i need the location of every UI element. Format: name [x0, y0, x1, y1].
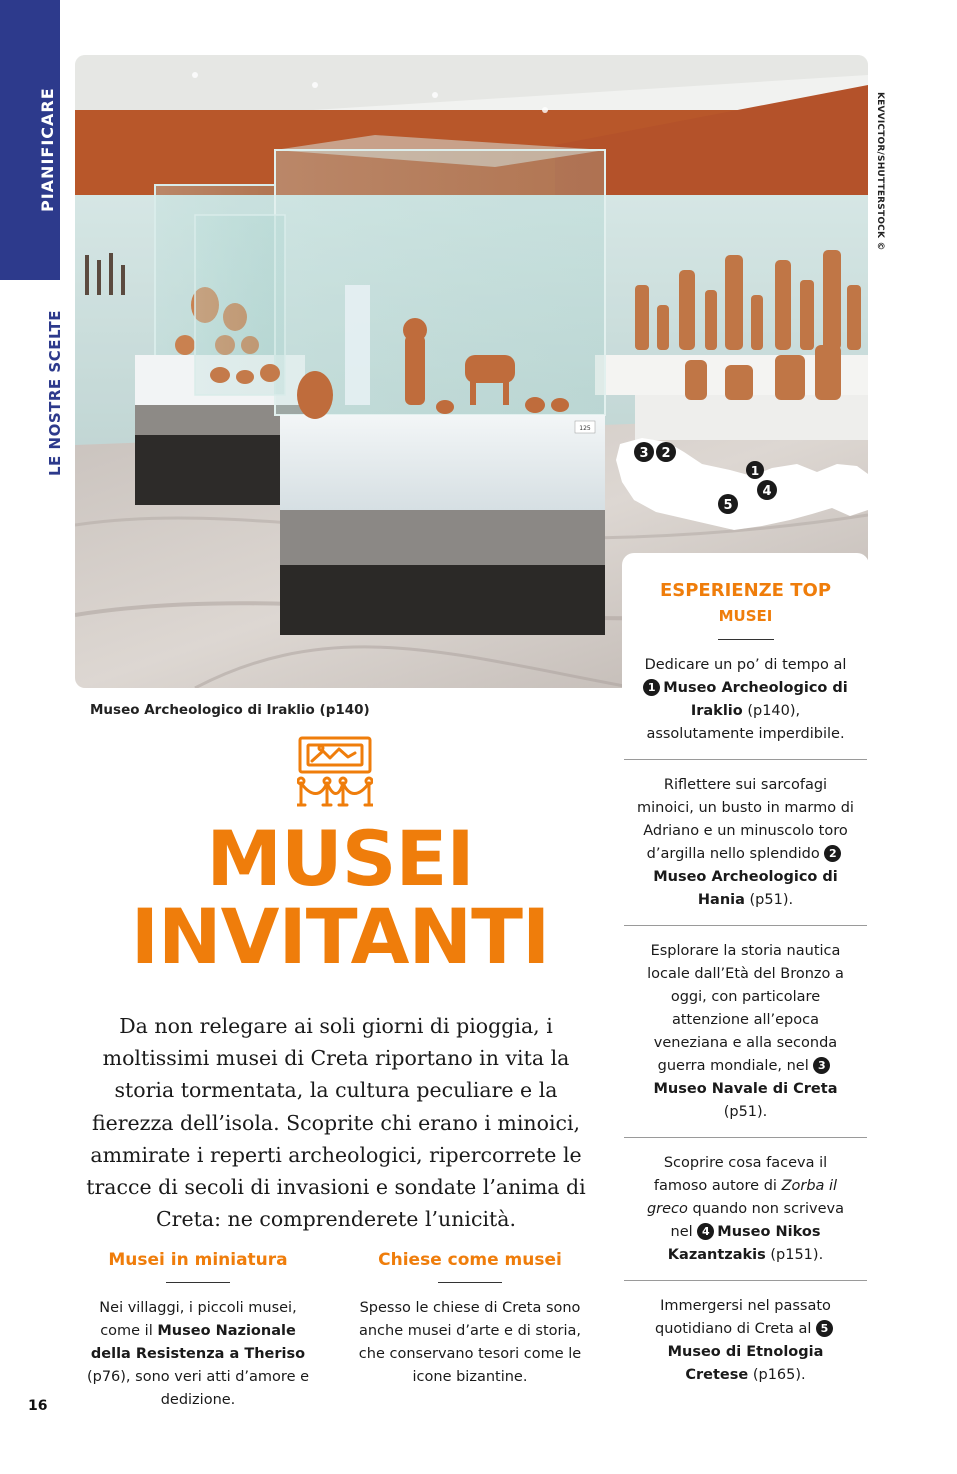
top-experience-item: Scoprire cosa faceva il famoso autore di Zorba il greco quando non scriveva nel 4 Museo Nikos Kazantzakis (p151). [624, 1138, 867, 1281]
subsection-heading: Chiese come musei [378, 1250, 562, 1270]
map-marker-3 [634, 442, 654, 462]
number-badge: 4 [697, 1223, 714, 1240]
case-number-label: 125 [579, 425, 591, 432]
divider [166, 1282, 230, 1283]
page-number: 16 [28, 1398, 48, 1414]
intro-paragraph: Da non relegare ai soli giorni di pioggia, i moltissimi musei di Creta riportano in vita la storia tormentata, la cultura peculiare e la fierezza dell’isola. Scoprite chi erano i minoici, ammirate i reperti archeologici, ripercorrete le tracce di secoli di invasioni e sondate l’anima di Creta: ne comprenderete l’unicità. [86, 1014, 586, 1232]
title-line-1: MUSEI [206, 814, 474, 903]
page-title [100, 814, 580, 981]
top-experience-item: Esplorare la storia nautica locale dall’Età del Bronzo a oggi, con particolare attenzione all’epoca veneziana e alla seconda guerra mondiale, nel 3Museo Navale di Creta (p51). [624, 926, 867, 1138]
number-badge: 5 [816, 1320, 833, 1337]
subsection-text: Spesso le chiese di Creta sono anche musei d’arte e di storia, che conservano tesori come le icone bizantine. [358, 1300, 582, 1385]
map-marker-1 [746, 461, 764, 479]
number-badge: 1 [643, 679, 660, 696]
subsection-text: Nei villaggi, i piccoli musei, come il Museo Nazionale della Resistenza a Theriso (p76), sono veri atti d’amore e dedizione. [86, 1300, 310, 1408]
top-experiences-subtitle: MUSEI [718, 607, 773, 625]
photo-caption: Museo Archeologico di Iraklio (p140) [90, 702, 370, 718]
crete-locator-map [612, 430, 870, 550]
svg-text:2: 2 [661, 446, 671, 461]
number-badge: 3 [813, 1057, 830, 1074]
subsection-heading: Musei in miniatura [108, 1250, 288, 1270]
subsection-churches-as-museums [350, 1248, 590, 1389]
svg-text:5: 5 [723, 498, 733, 513]
title-line-2: INVITANTI [130, 892, 550, 981]
map-marker-4 [757, 480, 777, 500]
section-label: LE NOSTRE SCELTE [46, 310, 64, 476]
top-experiences-panel [622, 553, 869, 1433]
top-experience-item: Riflettere sui sarcofagi minoici, un busto in marmo di Adriano e un minuscolo toro d’argilla nello splendido 2Museo Archeologico di Hania (p51). [624, 760, 867, 926]
subsection-miniature-museums [78, 1248, 318, 1412]
photo-credit: KEVVICTOR/SHUTTERSTOCK © [875, 92, 885, 251]
map-marker-5 [718, 494, 738, 514]
section-tab-label: PIANIFICARE [38, 87, 57, 212]
top-experience-item: Dedicare un po’ di tempo al 1 Museo Archeologico di Iraklio (p140), assolutamente imperdibile. [624, 640, 867, 760]
number-badge: 2 [824, 845, 841, 862]
top-experience-item: Immergersi nel passato quotidiano di Creta al 5Museo di Etnologia Cretese (p165). [624, 1281, 867, 1400]
museum-painting-icon [297, 735, 373, 809]
svg-text:1: 1 [750, 464, 760, 478]
divider [438, 1282, 502, 1283]
svg-text:4: 4 [762, 484, 772, 499]
svg-text:3: 3 [639, 446, 649, 461]
map-marker-2 [656, 442, 676, 462]
top-experiences-title: ESPERIENZE TOP [659, 580, 832, 601]
